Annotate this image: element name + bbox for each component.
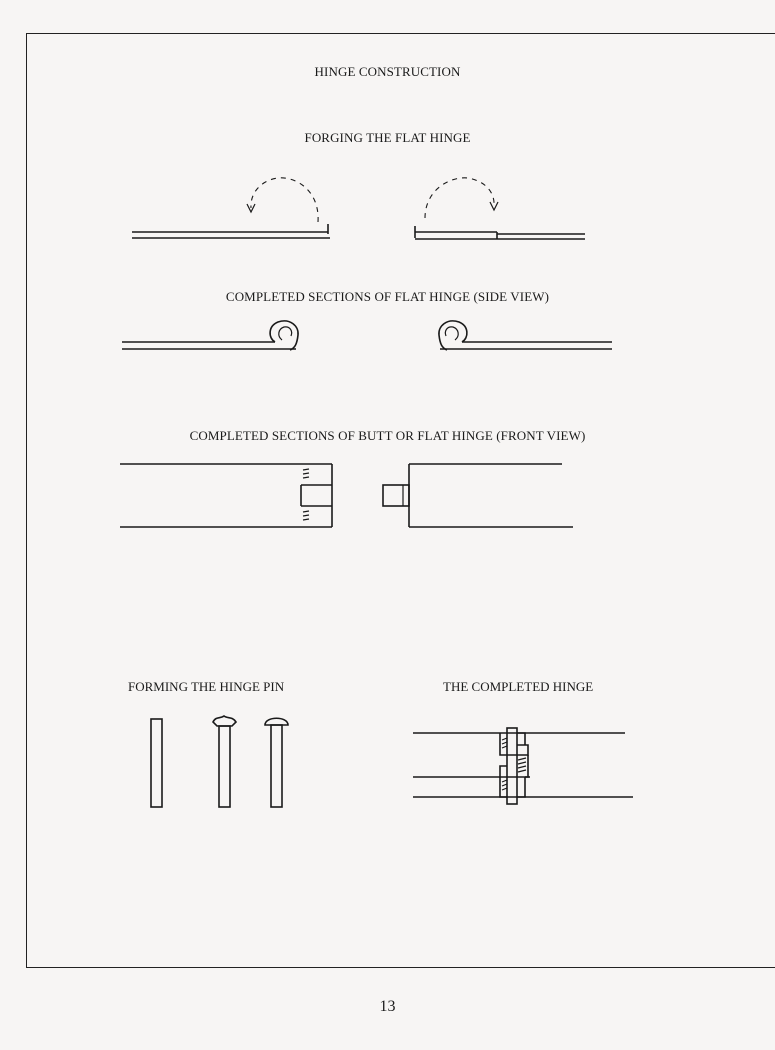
title-completed-hinge: THE COMPLETED HINGE	[443, 679, 594, 694]
forging-right-diagram	[415, 178, 585, 239]
front-view-right-leaf	[383, 464, 573, 527]
hinge-pin-stage-2	[213, 716, 236, 807]
page-number: 13	[379, 998, 396, 1015]
hinge-pin-stage-3	[265, 718, 288, 807]
side-view-right-diagram	[439, 321, 612, 350]
hinge-pin-stage-1	[151, 719, 162, 807]
side-view-left-diagram	[122, 321, 298, 350]
title-forging-flat-hinge: FORGING THE FLAT HINGE	[304, 130, 471, 145]
front-view-left-leaf	[120, 464, 332, 527]
title-forming-hinge-pin: FORMING THE HINGE PIN	[128, 679, 285, 694]
forging-left-diagram	[132, 178, 330, 238]
completed-hinge-diagram	[413, 728, 633, 804]
title-front-view: COMPLETED SECTIONS OF BUTT OR FLAT HINGE (FRONT VIEW)	[189, 428, 586, 443]
title-hinge-construction: HINGE CONSTRUCTION	[314, 64, 461, 79]
title-side-view: COMPLETED SECTIONS OF FLAT HINGE (SIDE VIEW)	[225, 289, 550, 304]
